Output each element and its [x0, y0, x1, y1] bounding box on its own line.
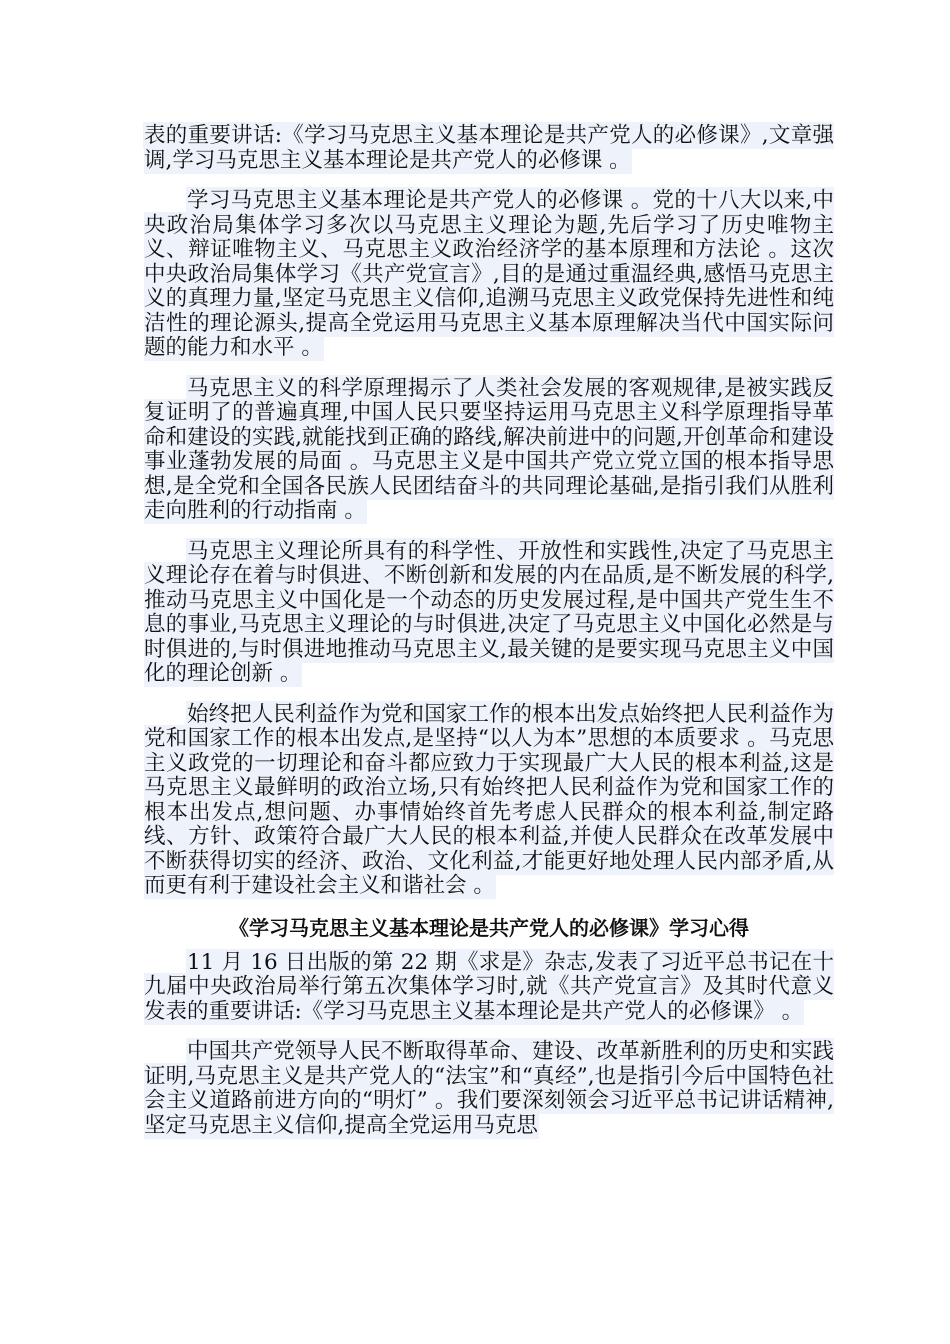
paragraph-3-text: 马克思主义的科学原理揭示了人类社会发展的客观规律,是被实践反复证明了的普遍真理,中国人民只要坚持运用马克思主义科学原理指导革命和建设的实践,就能找到正确的路线,解决前进中的问题,开创革命和建设事业蓬勃发展的局面 。马克思主义是中国共产党立党立国的根本指导思想,是全党和全国各民族人民团结奋斗的共同理论基础,是指引我们从胜利走向胜利的行动指南 。 — [144, 375, 834, 523]
paragraph-7 — [144, 1040, 834, 1138]
paragraph-3 — [144, 377, 834, 524]
paragraph-6 — [144, 951, 834, 1025]
paragraph-2-text: 学习马克思主义基本理论是共产党人的必修课 。党的十八大以来,中央政治局集体学习多次以马克思主义理论为题,先后学习了历史唯物主义、辩证唯物主义、马克思主义政治经济学的基本原理和方法论 。这次中央政治局集体学习《共产党宣言》,目的是通过重温经典,感悟马克思主义的真理力量,坚定马克思主义信仰,追溯马克思主义政党保持先进性和纯洁性的理论源头,提高全党运用马克思主义基本原理解决当代中国实际问题的能力和水平 。 — [144, 188, 834, 360]
paragraph-5-text: 始终把人民利益作为党和国家工作的根本出发点始终把人民利益作为党和国家工作的根本出发点,是坚持“以人为本”思想的本质要求 。马克思主义政党的一切理论和奋斗都应致力于实现最广大人民的根本利益,这是马克思主义最鲜明的政治立场,只有始终把人民利益作为党和国家工作的根本出发点,想问题、办事情始终首先考虑人民群众的根本利益,制定路线、方针、政策符合最广大人民的根本利益,并使人民群众在改革发展中不断获得切实的经济、政治、文化利益,才能更好地处理人民内部矛盾,从而更有利于建设社会主义和谐社会 。 — [144, 701, 834, 898]
paragraph-7-text: 中国共产党领导人民不断取得革命、建设、改革新胜利的历史和实践证明,马克思主义是共产党人的“法宝”和“真经”,也是指引今后中国特色社会主义道路前进方向的“明灯” 。我们要深刻领会习近平总书记讲话精神,坚定马克思主义信仰,提高全党运用马克思 — [144, 1039, 834, 1138]
paragraph-4 — [144, 540, 834, 687]
paragraph-2 — [144, 189, 834, 361]
section-heading: 《学习马克思主义基本理论是共产党人的必修课》学习心得 — [229, 915, 749, 940]
paragraph-1-text: 表的重要讲话:《学习马克思主义基本理论是共产党人的必修课》,文章强调,学习马克思主义基本理论是共产党人的必修课 。 — [144, 123, 834, 173]
paragraph-5 — [144, 703, 834, 899]
paragraph-6-text: 11 月 16 日出版的第 22 期《求是》杂志,发表了习近平总书记在十九届中央政治局举行第五次集体学习时,就《共产党宣言》及其时代意义发表的重要讲话:《学习马克思主义基本理论是共产党人的必修课》 。 — [144, 949, 834, 1024]
paragraph-1 — [144, 124, 834, 173]
paragraph-4-text: 马克思主义理论所具有的科学性、开放性和实践性,决定了马克思主义理论存在着与时俱进、不断创新和发展的内在品质,是不断发展的科学,推动马克思主义中国化是一个动态的历史发展过程,是中国共产党生生不息的事业,马克思主义理论的与时俱进,决定了马克思主义中国化必然是与时俱进的,与时俱进地推动马克思主义,最关键的是要实现马克思主义中国化的理论创新 。 — [144, 538, 834, 686]
document-body — [144, 124, 834, 1154]
